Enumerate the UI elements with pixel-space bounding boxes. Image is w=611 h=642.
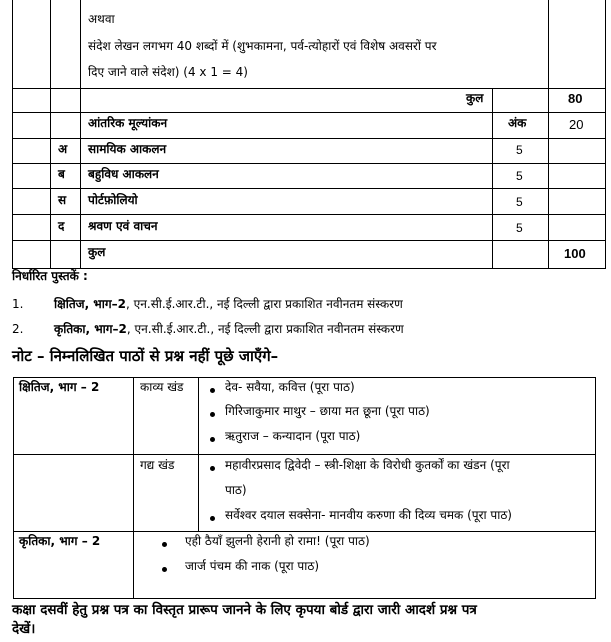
row-marks: 5 [516,143,523,157]
table-rule [605,0,606,269]
total-label: कुल [466,91,484,105]
table-rule [13,598,596,599]
footer-note: कक्षा दसवीं हेतु प्रश्न पत्र का विस्तृत प्रारूप जानने के लिए कृपया बोर्ड द्वारा जारी आदर्श प्रश्न पत्र [12,602,477,618]
row-label: सामयिक आकलन [88,142,167,156]
row-letter: अ [58,142,68,156]
table-rule [133,377,134,599]
table-rule [12,112,606,113]
grand-total-label: कुल [88,245,106,259]
table-rule [13,377,596,378]
marks-heading: अंक [508,116,527,130]
table-rule [13,377,14,599]
book-name-kritika: कृतिका, भाग – 2 [19,534,101,548]
excluded-lesson: गिरिजाकुमार माथुर – छाया मत छूना (पूरा पाठ) [225,404,430,418]
excluded-lesson: ऋतुराज – कन्यादान (पूरा पाठ) [225,429,361,443]
bullet-icon [162,542,167,547]
internal-assessment-label: आंतरिक मूल्यांकन [88,116,168,130]
row-marks: 5 [516,169,523,183]
table-rule [12,88,606,89]
or-label: अथवा [88,12,115,26]
table-rule [492,88,493,269]
row-label: बहुविध आकलन [88,167,159,181]
table-rule [548,0,549,269]
table-rule [12,268,606,269]
book-details: , एन.सी.ई.आर.टी., नई दिल्ली द्वारा प्रकाशित नवीनतम संस्करण [126,322,404,336]
excluded-lesson: एही ठैयाँ झुलनी हेरानी हो रामा! (पूरा पाठ) [185,534,370,548]
table-rule [12,240,606,241]
footer-note-cont: देखें। [12,621,36,637]
bullet-icon [210,437,215,442]
book-line [54,298,403,312]
table-rule [12,214,606,215]
bullet-icon [210,388,215,393]
book-details: , एन.सी.ई.आर.टी., नई दिल्ली द्वारा प्रकाशित नवीनतम संस्करण [125,297,403,311]
note-heading: नोट – निम्नलिखित पाठों से प्रश्न नहीं पूछे जाएँगे– [12,347,279,365]
table-rule [198,377,199,532]
book-title: क्षितिज, भाग–2 [54,297,126,311]
table-rule [12,188,606,189]
table-rule [12,0,13,269]
row-letter: ब [58,167,65,181]
internal-marks-value: 20 [569,117,584,132]
row-label: पोर्टफ़ोलियो [88,193,138,207]
table-rule [595,377,596,599]
table-rule [12,163,606,164]
bullet-icon [162,567,167,572]
table-rule [50,0,51,269]
bullet-icon [210,466,215,471]
excluded-lesson: देव- सवैया, कवित्त (पूरा पाठ) [225,380,355,394]
message-writing-text-cont: दिए जाने वाले संदेश) (4 x 1 = 4) [88,65,248,79]
book-number: 2. [12,322,24,336]
row-letter: द [58,219,65,233]
excluded-lesson: महावीरप्रसाद द्विवेदी – स्त्री-शिक्षा के विरोधी कुतर्कों का खंडन (पूरा [225,458,510,472]
row-letter: स [58,193,67,207]
book-number: 1. [12,297,24,311]
table-rule [80,0,81,269]
table-rule [12,138,606,139]
table-rule [13,454,596,455]
row-marks: 5 [516,221,523,235]
message-writing-text: संदेश लेखन लगभग 40 शब्दों में (शुभकामना, पर्व-त्योहारों एवं विशेष अवसरों पर [88,39,437,53]
book-name-kshitij: क्षितिज, भाग – 2 [19,380,100,394]
poetry-section-label: काव्य खंड [140,380,184,394]
table-rule [13,531,596,532]
books-heading: निर्धारित पुस्तकें : [12,269,88,283]
prose-section-label: गद्य खंड [140,458,175,472]
book-line [54,323,404,337]
total-value: 80 [568,91,583,106]
bullet-icon [210,412,215,417]
bullet-icon [210,516,215,521]
excluded-lesson: जार्ज पंचम की नाक (पूरा पाठ) [185,559,320,573]
excluded-lesson-cont: पाठ) [225,483,247,497]
grand-total-value: 100 [564,246,586,261]
row-marks: 5 [516,195,523,209]
book-title: कृतिका, भाग–2 [54,322,127,336]
excluded-lesson: सर्वेश्वर दयाल सक्सेना- मानवीय करुणा की दिव्य चमक (पूरा पाठ) [225,508,512,522]
row-label: श्रवण एवं वाचन [88,219,158,233]
